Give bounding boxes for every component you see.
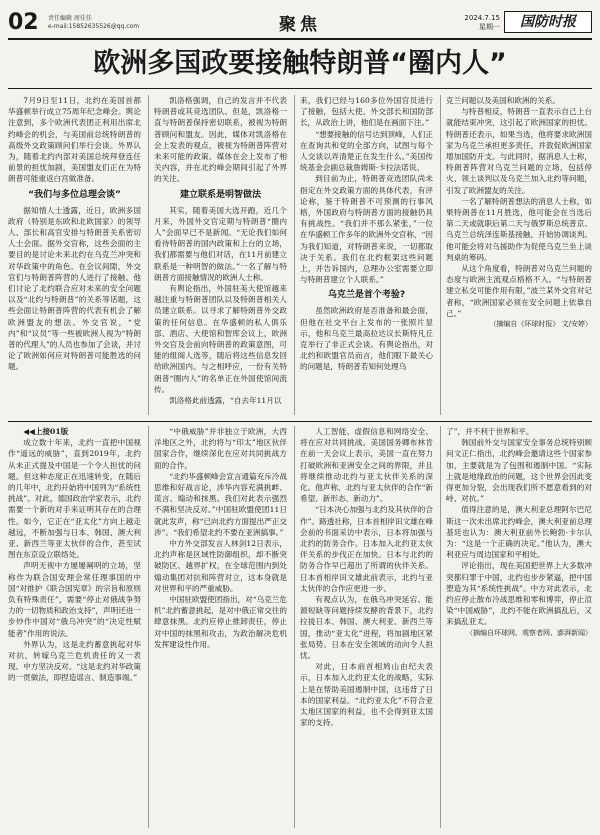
- article-paragraph: 克兰问题以及美国和欧洲的关系。: [446, 96, 560, 105]
- article-paragraph: 凯洛格强调，自己的发言并不代表特朗普或其竞选团队。但是，凯洛格一直与特朗普保持密切联系，被视为特朗普顾问和盟友。因此，媒体对凯洛格在会上发表的观点，被视为特朗普阵营对未来可能的政策。媒体在会上发布了相关内容，并在北约峰会期间引起了外界的关注。: [154, 96, 287, 184]
- article-paragraph: 7月9日至11日，北约在美国首都华盛顿举行成立75周年纪念峰会。舆论注意到，多个欧洲代表团正利用出席北约峰会的机会，与美国前总统特朗普的高级外交政策顾问们举行会谈。外界认为，随着北约内部对美国总统拜登连任前景的担忧加剧，美国盟友们正在为特朗普可能重返白宫做准备。: [8, 96, 141, 184]
- newspaper-masthead-logo: 国防时报: [504, 11, 592, 33]
- column-divider: [440, 95, 441, 415]
- editor-line: 责任编辑 周佳佳: [48, 15, 92, 22]
- article-paragraph: 成立数十年来，北约一直把中国视作“遥远的威胁”，直到2019年，北约从未正式提及中国是一个令人担忧的问题。但这种态度正在迅速转变，在随后的几年中，北约开始将中国列为“系统性挑战”。对此，德国政治学家表示，北约需要一个新的对手来证明其存在的合理性。如今，它正在“亚太化”方向上越走越远，不断加强与日本、韩国、澳大利亚、新西兰等亚太伙伴的合作，甚至试图在东京设立联络处。: [8, 438, 141, 560]
- article-paragraph: 虽然欧洲政府是否准备和最会面，但他在社交平台上发布的一张照片显示，他和乌克兰最高拉达议长斯特凡丘克举行了非正式会谈。有舆论指出，对北约和欧盟官员而言，他们眼下最关心的问题是，特朗普若知何处理乌: [300, 306, 433, 372]
- article-paragraph: 了”，并不利于世界和平。: [446, 427, 534, 436]
- article-paragraph: 韩国前外交与国家安全事务总统特别顾问文正仁指出，北约峰会邀请这些个国家参加，主要就是为了包围和遏制中国。“实际上就是地缘政治的问题，这个世界会因此变得更加分裂，会出现我们所不愿意看到的对峙、对抗。”: [446, 438, 592, 504]
- issue-weekday: 星期一: [479, 23, 500, 31]
- article-paragraph: 人工智能、虚假信息和网络安全、将在应对共同挑战。美国国务卿布林肯在前一天会议上表示，美国一直在努力打破欧洲和亚洲安全之间的界限，并且将继续推动北约与亚太伙伴关系的深化。他声称，北约与亚太伙伴的合作“新希望、新形态、新动力”。: [300, 427, 433, 504]
- article-paragraph: 外界认为，这是北约蓄意挑起对华对抗，转嫁乌克兰危机责任的又一表现。中方坚决反对。“这是北约对华政策的一贯做法，即捏造谣言、制造事端。”: [8, 639, 141, 683]
- column-divider: [440, 426, 441, 828]
- article-top-column-3: [300, 95, 433, 415]
- date-block: [464, 14, 500, 32]
- article-paragraph: 值得注意的是，澳大利亚总理阿尔巴尼斯这一次未出席北约峰会，澳大利亚前总理基廷也认为：澳大利亚前外长鲍勃·卡尔认为：“这是一个正确的决定。”他认为，澳大利亚应与周边国家和平相处。: [446, 505, 592, 560]
- source-byline: （摘编自《环球时报》 文/安婷）: [489, 320, 592, 329]
- article-top-column-2: [154, 95, 287, 415]
- article-separator: [8, 421, 592, 422]
- main-headline: 欧洲多国政要接触特朗普“圈内人”: [8, 44, 592, 89]
- article-paragraph: “中俄威胁”并非独立于欧洲，大西洋地区之外，北约将与“印太”地区伙伴国家合作，继续深化在应对共同挑战方面的合作。: [154, 427, 287, 470]
- article-paragraph: 评论指出，现在美国把世界上大多数冲突都归罪于中国，北约也步步紧逼，把中国塑造为其“系统性挑战”。中方对此表示，北约应停止散布冷战思维和零和博弈，停止渲染“中国威胁”，北约不能在欧洲搞乱后，又来搞乱亚太。: [446, 561, 592, 627]
- article-paragraph: 其实，随着美国大选开跑，近几个月来，外国外交官定期与特朗普“圈内人”会面早已不是新闻。“无论我们如何看待特朗普的国内政策和上台的立场，我们都需要与他们对话，在11月前建立联系是一种明智的做法。”一名了解与特朗普方面接触情况的欧洲人士称。: [154, 205, 287, 282]
- page-number: 02: [8, 10, 39, 35]
- article-top-column-1: [8, 95, 141, 415]
- article-paragraph: “想要接触的信号达到顶峰，人们正在查询共和党的全部方向，试图与每个人交谈以弄清楚正在发生什么。”美国传统基金会副总裁詹姆斯·卡拉法诺说。: [300, 129, 433, 173]
- section-subheading: 建立联系是明智做法: [179, 189, 261, 200]
- article-paragraph: 对此，日本前首相鸠山由纪夫表示，日本加入北约亚太化的战略，实际上是在帮助美国遏制中国，这违背了日本的国家利益。“北约亚太化”不符合亚太地区国家的利益，也不会得到亚太国家的支持。: [300, 662, 433, 728]
- article-paragraph: 中国驻欧盟使团指出，对“乌克兰危机”北约蓄意挑起，是对中俄正常交往的肆意抹黑。北约应停止推卸责任，停止对中国的抹黑和攻击，为政治解决危机发挥建设性作用。: [154, 595, 287, 649]
- source-byline: （摘编自环球网、观察者网、澎湃新闻）: [466, 628, 592, 637]
- article-paragraph: “北约华盛顿峰会宣言通篇充斥冷战思维和好战言论，涉华内容充满挑衅、谎言、煽动和抹黑。我们对此表示强烈不满和坚决反对。”中国驻欧盟使团11日就此发声，称“已向北约方面提出严正交涉”。“我们希望北约不要在亚洲搞事。”: [154, 471, 287, 537]
- article-bottom-column-3: [300, 426, 433, 828]
- article-paragraph: 有观点认为，在俄乌冲突延宕、能源短缺等问题持续发酵的背景下，北约拉拢日本、韩国、澳大利亚、新西兰等国，推动“亚太化”进程，将加剧地区紧张局势。日本在安全领域的动向令人担忧。: [300, 595, 433, 661]
- article-paragraph: “日本决心加强与北约及其伙伴的合作”。路透社称，日本首相岸田文雄在峰会前的书面采访中表示，日本将加强与北约的防务合作。日本加入北约亚太伙伴关系的步伐正在加快。日本与北约的防务合作早已超出了所谓的伙伴关系。日本首相岸田文雄此前表示，北约与亚太伙伴的合作应更进一步。: [300, 505, 433, 593]
- article-paragraph: 一名了解特朗普想法的消息人士称，如果特朗普在11月胜选，他可能会在当选后第二天或就职后第二天与俄罗斯总统普京、乌克兰总统泽连斯基接触，开始协调谈判。他可能会将对乌援助作为促使乌克兰坐上谈判桌的筹码。: [446, 196, 592, 262]
- column-divider: [294, 95, 295, 415]
- article-paragraph: 声明无视中方屡屡阐明的立场，坚称作为联合国安理会常任理事国的中国“对推护《联合国宪章》的宗旨和原则负有特殊责任”，需要“停止对俄战争努力的一切物质和政治支持”，声明还进一步炒作中国对“俄乌冲突”的“决定性赋能者”作用的说法。: [8, 561, 141, 638]
- article-bottom-column-2: [154, 426, 287, 828]
- article-paragraph: ◀◀上接01版: [23, 427, 69, 436]
- column-divider: [148, 426, 149, 828]
- section-title: 聚焦: [279, 15, 321, 35]
- section-subheading: “我们与多位总理会谈”: [28, 189, 121, 200]
- article-bottom-column-1: [8, 426, 141, 828]
- column-divider: [294, 426, 295, 828]
- article-paragraph: 从这个角度看，特朗普对乌克兰问题的态度与欧洲主流观点格格不入。“与特朗普建立私交可能作用有限，”波兰某外交官对记者称，“欧洲国家必须在安全问题上依靠自己。”: [446, 264, 592, 318]
- article-bottom-column-4: [446, 426, 592, 828]
- article-top-column-4: [446, 95, 592, 415]
- issue-date: 2024.7.15: [464, 14, 500, 22]
- article-paragraph: 与特普相反，特朗普一直表示自己上台就能结束冲突，这引起了欧洲国家的担忧。特朗普还表示，如果当选，他将要求欧洲国家为乌克兰承担更多责任，并敦促欧洲国家增加国防开支。与此同时，据消息人士称，特朗普阵营对乌克兰问题的立场，包括停火、领土谈判以及乌克兰加入北约等问题，引发了欧洲盟友的关注。: [446, 107, 592, 195]
- article-paragraph: 凯洛格此前透露，“自去年11月以: [169, 396, 282, 406]
- email-line: e-mail:15852635526@qq.com: [48, 23, 140, 30]
- article-paragraph: 据知情人士透露，近日，欧洲多国政府（特别是东欧和北欧国家）的领导人、部长和高官安排与特朗普关系密切人士会面。据外交官称，这些会面的主要目的是讨论未来北约在乌克兰冲突和对华政策中的角色。在会议间隙，外交官们与特朗普阵营的人进行了接触。他们讨论了北约联合应对未来的安全问题以及“北约与特朗普”的关系等话题，这些会面让特朗普阵营的代表有机会了解欧洲盟友的想法。外交官说，“党内”和“议员”等一些被欧洲人视为“特朗普的代理人”的人员也参加了会谈，并讨论了欧洲如何应对特朗普可能胜选的问题。: [8, 205, 141, 372]
- article-paragraph: 到目前为止，特朗普竞选团队尚未指定在外交政策方面的具体代表，有评论称，鉴于特朗普不可预测的行事风格，外国政府与特朗普方面的接触仍具有挑战性。“我们并不那么紧张，”一位在华盛顿工作多年的欧洲外交官称，“因为我们知道，对特朗普来说，一切都取决于关系。我们在北约框架这些问题上，并告诉国内，总理办公室需要立即与特朗普建立个人联系。”: [300, 174, 433, 285]
- column-divider: [148, 95, 149, 415]
- section-subheading: 乌克兰是首个考验?: [327, 290, 406, 301]
- page-header: [8, 6, 592, 40]
- article-paragraph: 来，我们已经与160多位外国官员进行了接触，包括大使、外交部长和国防部长，从政治上讲，他们是在画面下注。”: [300, 96, 433, 128]
- article-paragraph: 有舆论指出，外国驻美大使馆越来越注重与特朗普团队以及特朗普相关人员建立联系。以寻求了解特朗普外交政策的任何信息。在华盛顿的私人俱乐部、酒店、大使馆和智库会议上，欧洲外交官及会前向特朗普的政策意图，可能的组阁人选等，随后将这些信息发回给欧洲国内。与之相呼应，一份有关特朗普“圈内人”的名单正在外国使馆间流传。: [154, 284, 287, 394]
- article-paragraph: 中方外交部发言人林剑12日表示，北约声称是区域性防御组织，却不断突破防区、越界扩权，在全球范围内到处煽动集团对抗和阵营对立，这本身就是对世界和平的严重威胁。: [154, 539, 287, 593]
